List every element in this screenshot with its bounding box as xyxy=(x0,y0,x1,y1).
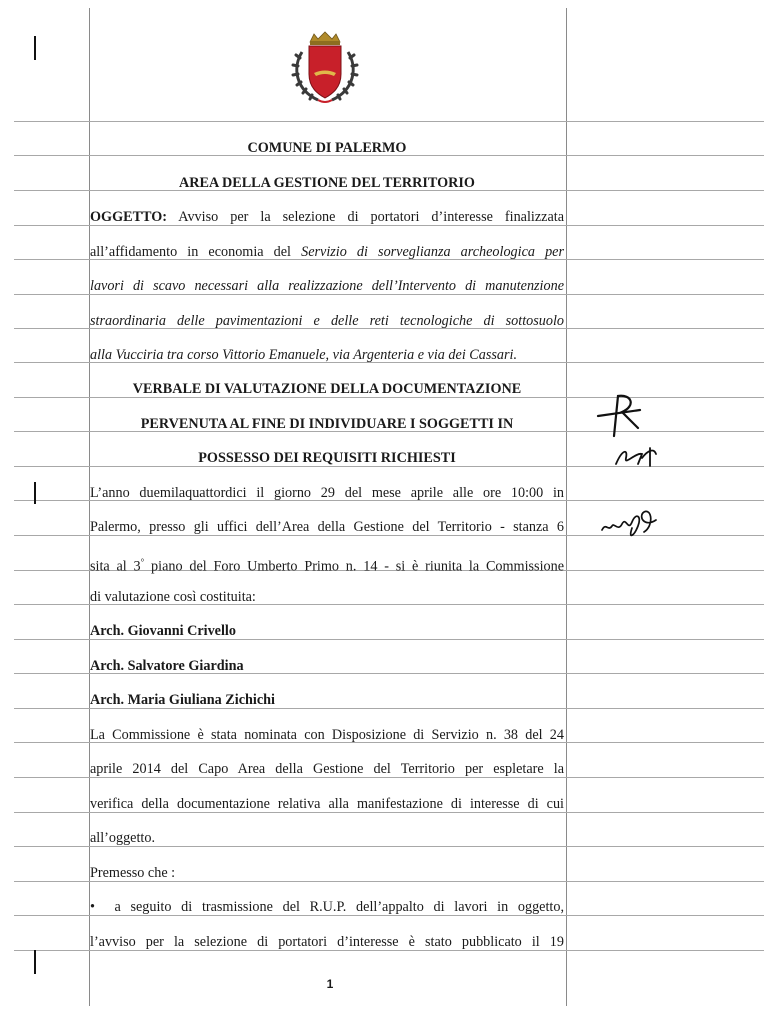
body-line: La Commissione è stata nominata con Disposizione di Servizio n. 38 del 24 xyxy=(90,727,564,743)
premesso-line: Premesso che : xyxy=(90,865,176,881)
degree-superscript: ° xyxy=(140,557,145,567)
body-line: di valutazione così costituita: xyxy=(90,589,256,605)
bullet-icon: • xyxy=(90,899,115,915)
page-number: 1 xyxy=(326,977,334,991)
body-line: verifica della documentazione relativa alla manifestazione di interesse di cui xyxy=(90,796,564,812)
signature-initials-3 xyxy=(598,502,662,542)
oggetto-line-5: alla Vucciria tra corso Vittorio Emanuele, via Argenteria e via dei Cassari. xyxy=(90,347,518,363)
commission-member: Arch. Maria Giuliana Zichichi xyxy=(90,692,275,708)
oggetto-line-2 xyxy=(90,243,564,261)
bullet-line: l’avviso per la selezione di portatori d’interesse è stato pubblicato il 19 xyxy=(90,934,564,950)
comune-title: COMUNE DI PALERMO xyxy=(247,140,407,156)
commission-member: Arch. Salvatore Giardina xyxy=(90,658,244,674)
oggetto-line-3: lavori di scavo necessari alla realizzazione dell’Intervento di manutenzione xyxy=(90,278,564,294)
margin-mark xyxy=(34,482,36,504)
oggetto-text-2a: all’affidamento in economia del xyxy=(90,244,302,260)
oggetto-line-1 xyxy=(90,208,564,226)
body-line: aprile 2014 del Capo Area della Gestione del Territorio per espletare la xyxy=(90,761,564,777)
body-line: L’anno duemilaquattordici il giorno 29 del mese aprile alle ore 10:00 in xyxy=(90,485,564,501)
ruled-line xyxy=(14,121,764,122)
bullet-text: a seguito di trasmissione del R.U.P. dell’appalto di lavori in oggetto, xyxy=(114,899,564,915)
body-text: sita al 3 xyxy=(90,558,141,575)
body-text: piano del Foro Umberto Primo n. 14 - si è riunita la Commissione xyxy=(144,558,564,575)
oggetto-label: OGGETTO: xyxy=(90,209,167,225)
margin-mark xyxy=(34,36,36,60)
coat-of-arms-icon xyxy=(288,28,362,108)
signature-initials-2 xyxy=(612,444,662,470)
oggetto-text-2b: Servizio di sorveglianza archeologica per xyxy=(301,244,564,260)
oggetto-text-1: Avviso per la selezione di portatori d’interesse finalizzata xyxy=(167,209,564,225)
body-line: all’oggetto. xyxy=(90,830,156,846)
oggetto-line-4: straordinaria delle pavimentazioni e delle reti tecnologiche di sottosuolo xyxy=(90,313,564,329)
verbale-title-3: POSSESSO DEI REQUISITI RICHIESTI xyxy=(198,450,456,466)
verbale-title-1: VERBALE DI VALUTAZIONE DELLA DOCUMENTAZIONE xyxy=(132,381,522,397)
right-margin-rule xyxy=(566,8,567,1006)
body-line xyxy=(90,553,564,576)
commission-member: Arch. Giovanni Crivello xyxy=(90,623,236,639)
area-title: AREA DELLA GESTIONE DEL TERRITORIO xyxy=(179,175,475,191)
margin-mark xyxy=(34,950,36,974)
signature-initials-1 xyxy=(592,392,658,442)
bullet-line xyxy=(90,898,564,916)
verbale-title-2: PERVENUTA AL FINE DI INDIVIDUARE I SOGGETTI IN xyxy=(140,416,514,432)
body-line: Palermo, presso gli uffici dell’Area della Gestione del Territorio - stanza 6 xyxy=(90,519,564,535)
left-margin-rule xyxy=(89,8,90,1006)
